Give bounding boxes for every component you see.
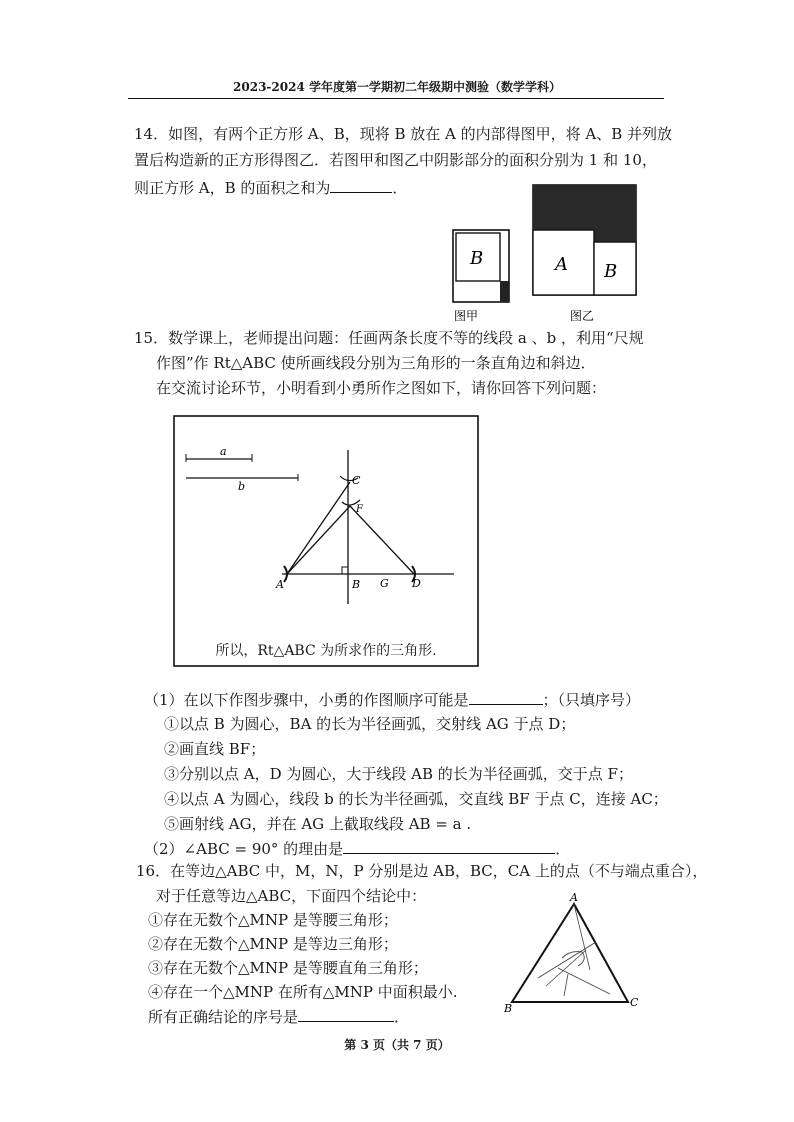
page-header: 2023-2024 学年度第一学期初二年级期中测验（数学学科） (233, 80, 561, 94)
label-segment-a: a (220, 445, 227, 458)
q15-part1-answer-blank[interactable] (469, 689, 543, 705)
q15-step-1: ①以点 B 为圆心，BA 的长为半径画弧，交射线 AG 于点 D； (164, 715, 576, 733)
q15-step-2: ②画直线 BF； (164, 740, 266, 758)
q16-option-1: ①存在无数个△MNP 是等腰三角形； (148, 911, 398, 929)
sketch-line (564, 974, 568, 996)
q16-line-1: 16．在等边△ABC 中，M，N，P 分别是边 AB，BC，CA 上的点（不与端点重合）， (136, 862, 708, 880)
q15-part2-answer-blank[interactable] (343, 838, 555, 854)
header-divider (128, 98, 664, 99)
q14-figure-jia (448, 225, 518, 325)
q16-line-2: 对于任意等边△ABC，下面四个结论中： (156, 887, 427, 905)
q15-part2 (144, 838, 570, 859)
caption-yi: 图乙 (570, 309, 595, 323)
q15-step-4: ④以点 A 为圆心，线段 b 的长为半径画弧，交直线 BF 于点 C，连接 AC； (164, 790, 668, 808)
label-segment-b: b (238, 480, 246, 493)
label-b: B (604, 261, 618, 282)
q15-line-2: 作图”作 Rt△ABC 使所画线段分别为三角形的一条直角边和斜边． (156, 354, 596, 372)
right-angle-mark (342, 567, 348, 574)
q16-option-3: ③存在无数个△MNP 是等腰直角三角形； (148, 959, 428, 977)
q15-part1 (144, 689, 640, 710)
label-point-b: B (504, 1002, 513, 1015)
q14-line-1: 14．如图，有两个正方形 A、B，现将 B 放在 A 的内部得图甲，将 A、B 并列放 (134, 125, 673, 143)
q16-answer-blank[interactable] (298, 1006, 394, 1022)
q15-figure-caption: 所以，Rt△ABC 为所求作的三角形. (215, 643, 437, 659)
q16-option-4: ④存在一个△MNP 在所有△MNP 中面积最小. (148, 983, 458, 1001)
shaded-region (500, 281, 509, 302)
q14-figure-yi (528, 180, 640, 325)
sketch-line (574, 904, 590, 970)
q15-part1-text: （1）在以下作图步骤中，小勇的作图顺序可能是 (144, 691, 469, 709)
q16-option-2: ②存在无数个△MNP 是等边三角形； (148, 935, 398, 953)
q14-line-3-tail: ． (392, 179, 408, 197)
label-point-c: C (352, 474, 361, 487)
label-point-f: F (356, 504, 363, 515)
label-b: B (470, 248, 484, 269)
sketch-curve (562, 952, 584, 966)
q16-answer-prompt: 所有正确结论的序号是 (148, 1008, 299, 1026)
caption-jia: 图甲 (454, 309, 479, 323)
q14-answer-blank[interactable] (330, 177, 392, 193)
q14-line-3-text: 则正方形 A，B 的面积之和为 (134, 179, 331, 197)
segment-ac (287, 482, 350, 574)
q14-line-3 (134, 177, 407, 198)
sketch-line (546, 950, 586, 986)
label-a: A (555, 254, 568, 275)
segment-af (287, 506, 350, 574)
q15-part1-tail: ；（只填序号） (542, 691, 641, 709)
q15-part2-text: （2）∠ABC = 90° 的理由是 (144, 840, 344, 858)
q15-step-3: ③分别以点 A，D 为圆心，大于线段 AB 的长为半径画弧，交于点 F； (164, 765, 633, 783)
label-point-g: G (380, 577, 389, 590)
sketch-line (558, 968, 610, 994)
q15-line-1: 15．数学课上，老师提出问题：任画两条长度不等的线段 a 、b ，利用“尺规 (134, 329, 644, 347)
q16-answer-tail: ． (394, 1008, 410, 1026)
q16-answer-line (148, 1006, 409, 1027)
label-point-a: A (276, 578, 284, 591)
page-number: 第 3 页（共 7 页） (344, 1038, 450, 1052)
q15-step-5: ⑤画射线 AG，并在 AG 上截取线段 AB = a . (164, 815, 472, 833)
q15-line-3: 在交流讨论环节，小明看到小勇所作之图如下，请你回答下列问题： (156, 379, 607, 397)
q16-figure (498, 890, 648, 1020)
label-point-a: A (570, 891, 578, 904)
label-point-c: C (630, 996, 639, 1009)
label-point-b: B (352, 578, 361, 591)
label-point-d: D (412, 577, 421, 590)
q15-part2-tail: ． (555, 840, 571, 858)
q14-line-2: 置后构造新的正方形得图乙．若图甲和图乙中阴影部分的面积分别为 1 和 10， (134, 151, 657, 169)
segment-df (350, 506, 414, 574)
q15-figure (172, 414, 480, 668)
